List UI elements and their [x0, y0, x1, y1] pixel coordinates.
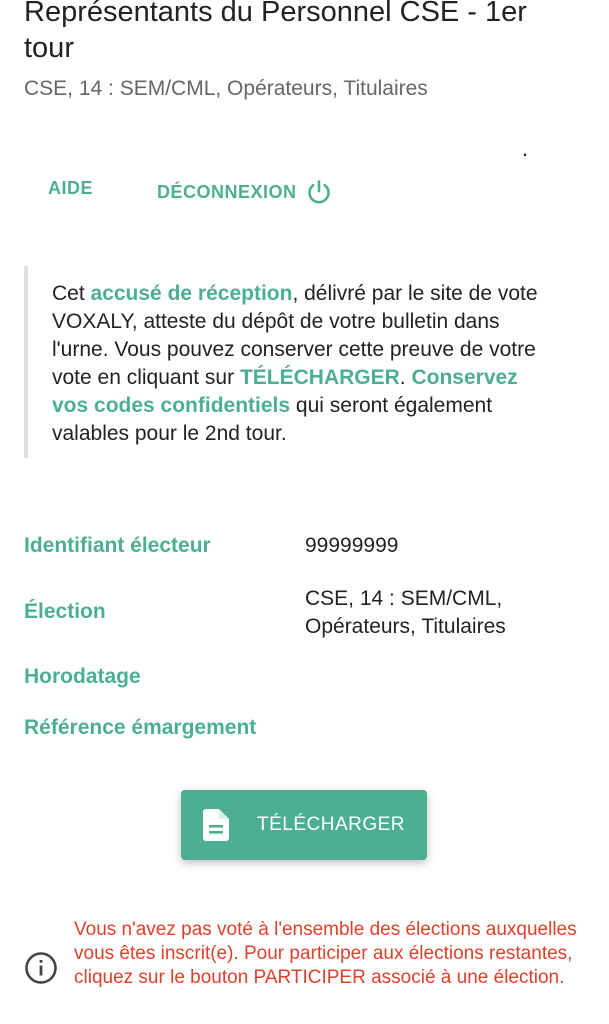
incomplete-vote-warning	[24, 918, 584, 1014]
notice-text-3: .	[399, 366, 412, 389]
notice-highlight-download: TÉLÉCHARGER	[239, 366, 400, 389]
logout-link[interactable]	[157, 178, 333, 206]
election-label: Élection	[24, 600, 106, 623]
page-subtitle: CSE, 14 : SEM/CML, Opérateurs, Titulaires	[24, 77, 428, 100]
election-value: CSE, 14 : SEM/CML, Opérateurs, Titulaires	[305, 587, 506, 638]
voter-id-value: 99999999	[305, 534, 399, 557]
dot-marker: .	[522, 136, 529, 161]
power-icon	[305, 178, 333, 206]
document-icon	[203, 809, 229, 841]
help-link[interactable]	[48, 178, 93, 199]
receipt-notice	[24, 266, 559, 458]
page-title: Représentants du Personnel CSE - 1er tour	[24, 0, 527, 64]
download-button-label: TÉLÉCHARGER	[256, 814, 406, 835]
signature-ref-label: Référence émargement	[24, 716, 257, 739]
info-icon	[24, 951, 58, 985]
timestamp-label: Horodatage	[24, 665, 141, 688]
notice-text-4: qui seront également valables pour le 2nd tour.	[52, 394, 493, 445]
logout-label: DÉCONNEXION	[157, 181, 297, 202]
warning-text: Vous n'avez pas voté à l'ensemble des élections auxquelles vous êtes inscrit(e). Pour participer aux élections restantes, cliquez sur le bouton PARTICIPER associé à une élection.	[74, 919, 577, 988]
help-label: AIDE	[48, 178, 94, 198]
notice-highlight-receipt: accusé de réception	[90, 282, 293, 305]
notice-text-1: Cet	[52, 282, 91, 305]
notice-text-2: , délivré par le site de vote VOXALY, atteste du dépôt de votre bulletin dans l'urne. Vous pouvez conserver cette preuve de votre vote en cliquant sur	[52, 282, 538, 389]
voter-id-label: Identifiant électeur	[24, 534, 211, 557]
download-button[interactable]	[181, 790, 427, 860]
notice-highlight-codes: Conservez vos codes confidentiels	[52, 366, 518, 417]
